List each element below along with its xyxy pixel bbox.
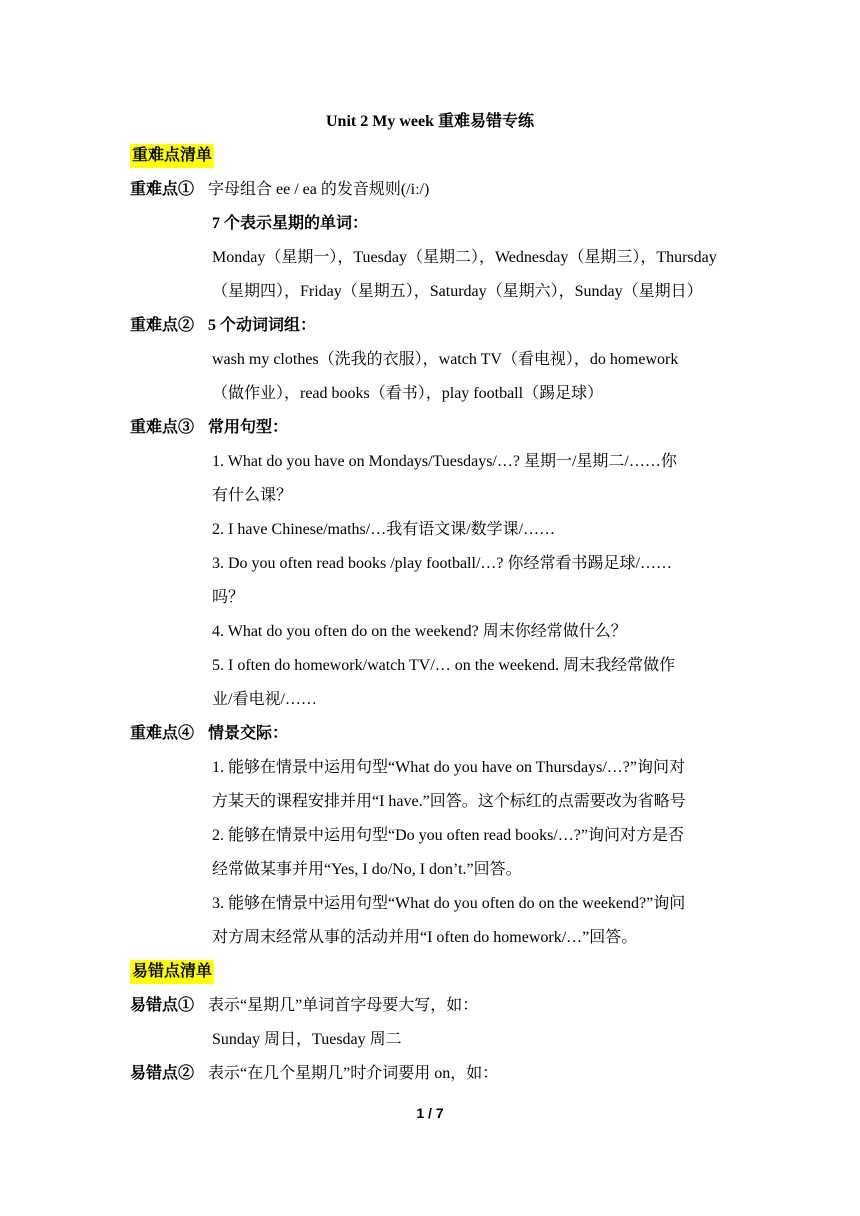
key-point-3-label: 重难点③ [130,419,195,436]
key-point-3-text: 常用句型： [208,419,289,436]
key-point-2-text: 5 个动词词组： [208,317,317,334]
error-point-1-text: 表示“星期几”单词首字母要大写，如： [208,997,479,1014]
key-point-4-text: 情景交际： [208,725,289,742]
key-point-3-line: 吗？ [212,589,245,606]
key-point-1-subheading: 7 个表示星期的单词： [212,215,369,232]
doc-title: Unit 2 My week 重难易错专练 [326,113,534,130]
section-heading-error-points: 易错点清单 [130,961,214,983]
section-heading-key-points: 重难点清单 [130,145,214,167]
key-point-1-label: 重难点① [130,181,195,198]
key-point-4-line: 2. 能够在情景中运用句型“Do you often read books/…?”询问对方是否 [212,827,684,844]
page-number: 1 / 7 [416,1105,444,1121]
key-point-4-line: 1. 能够在情景中运用句型“What do you have on Thursdays/…?”询问对 [212,759,685,776]
key-point-3-line: 1. What do you have on Mondays/Tuesdays/…? 星期一/星期二/……你 [212,453,677,470]
key-point-3-line: 2. I have Chinese/maths/…我有语文课/数学课/…… [212,521,556,538]
error-point-2-text: 表示“在几个星期几”时介词要用 on，如： [208,1065,499,1082]
key-point-2-line: wash my clothes（洗我的衣服），watch TV（看电视），do homework [212,351,679,368]
key-point-1-line: （星期四），Friday（星期五），Saturday（星期六），Sunday（星期日） [212,283,703,300]
key-point-4-line: 方某天的课程安排并用“I have.”回答。这个标红的点需要改为省略号 [212,793,686,810]
key-point-4-line: 对方周末经常从事的活动并用“I often do homework/…”回答。 [212,929,638,946]
key-point-4-line: 经常做某事并用“Yes, I do/No, I don’t.”回答。 [212,861,522,878]
error-point-1-line: Sunday 周日，Tuesday 周二 [212,1031,402,1048]
error-point-2-label: 易错点② [130,1065,195,1082]
key-point-3-line: 4. What do you often do on the weekend? 周末你经常做什么？ [212,623,627,640]
key-point-4-line: 3. 能够在情景中运用句型“What do you often do on the weekend?”询问 [212,895,686,912]
key-point-3-line: 5. I often do homework/watch TV/… on the weekend. 周末我经常做作 [212,657,676,674]
key-point-1-text: 字母组合 ee / ea 的发音规则(/iː/) [208,181,430,198]
key-point-3-line: 业/看电视/…… [212,691,317,708]
key-point-1-line: Monday（星期一），Tuesday（星期二），Wednesday（星期三），Thursday [212,249,717,266]
key-point-2-label: 重难点② [130,317,195,334]
key-point-3-line: 有什么课？ [212,487,293,504]
key-point-4-label: 重难点④ [130,725,195,742]
error-point-1-label: 易错点① [130,997,195,1014]
key-point-3-line: 3. Do you often read books /play football/…? 你经常看书踢足球/…… [212,555,672,572]
key-point-2-line: （做作业），read books（看书），play football（踢足球） [212,385,604,402]
